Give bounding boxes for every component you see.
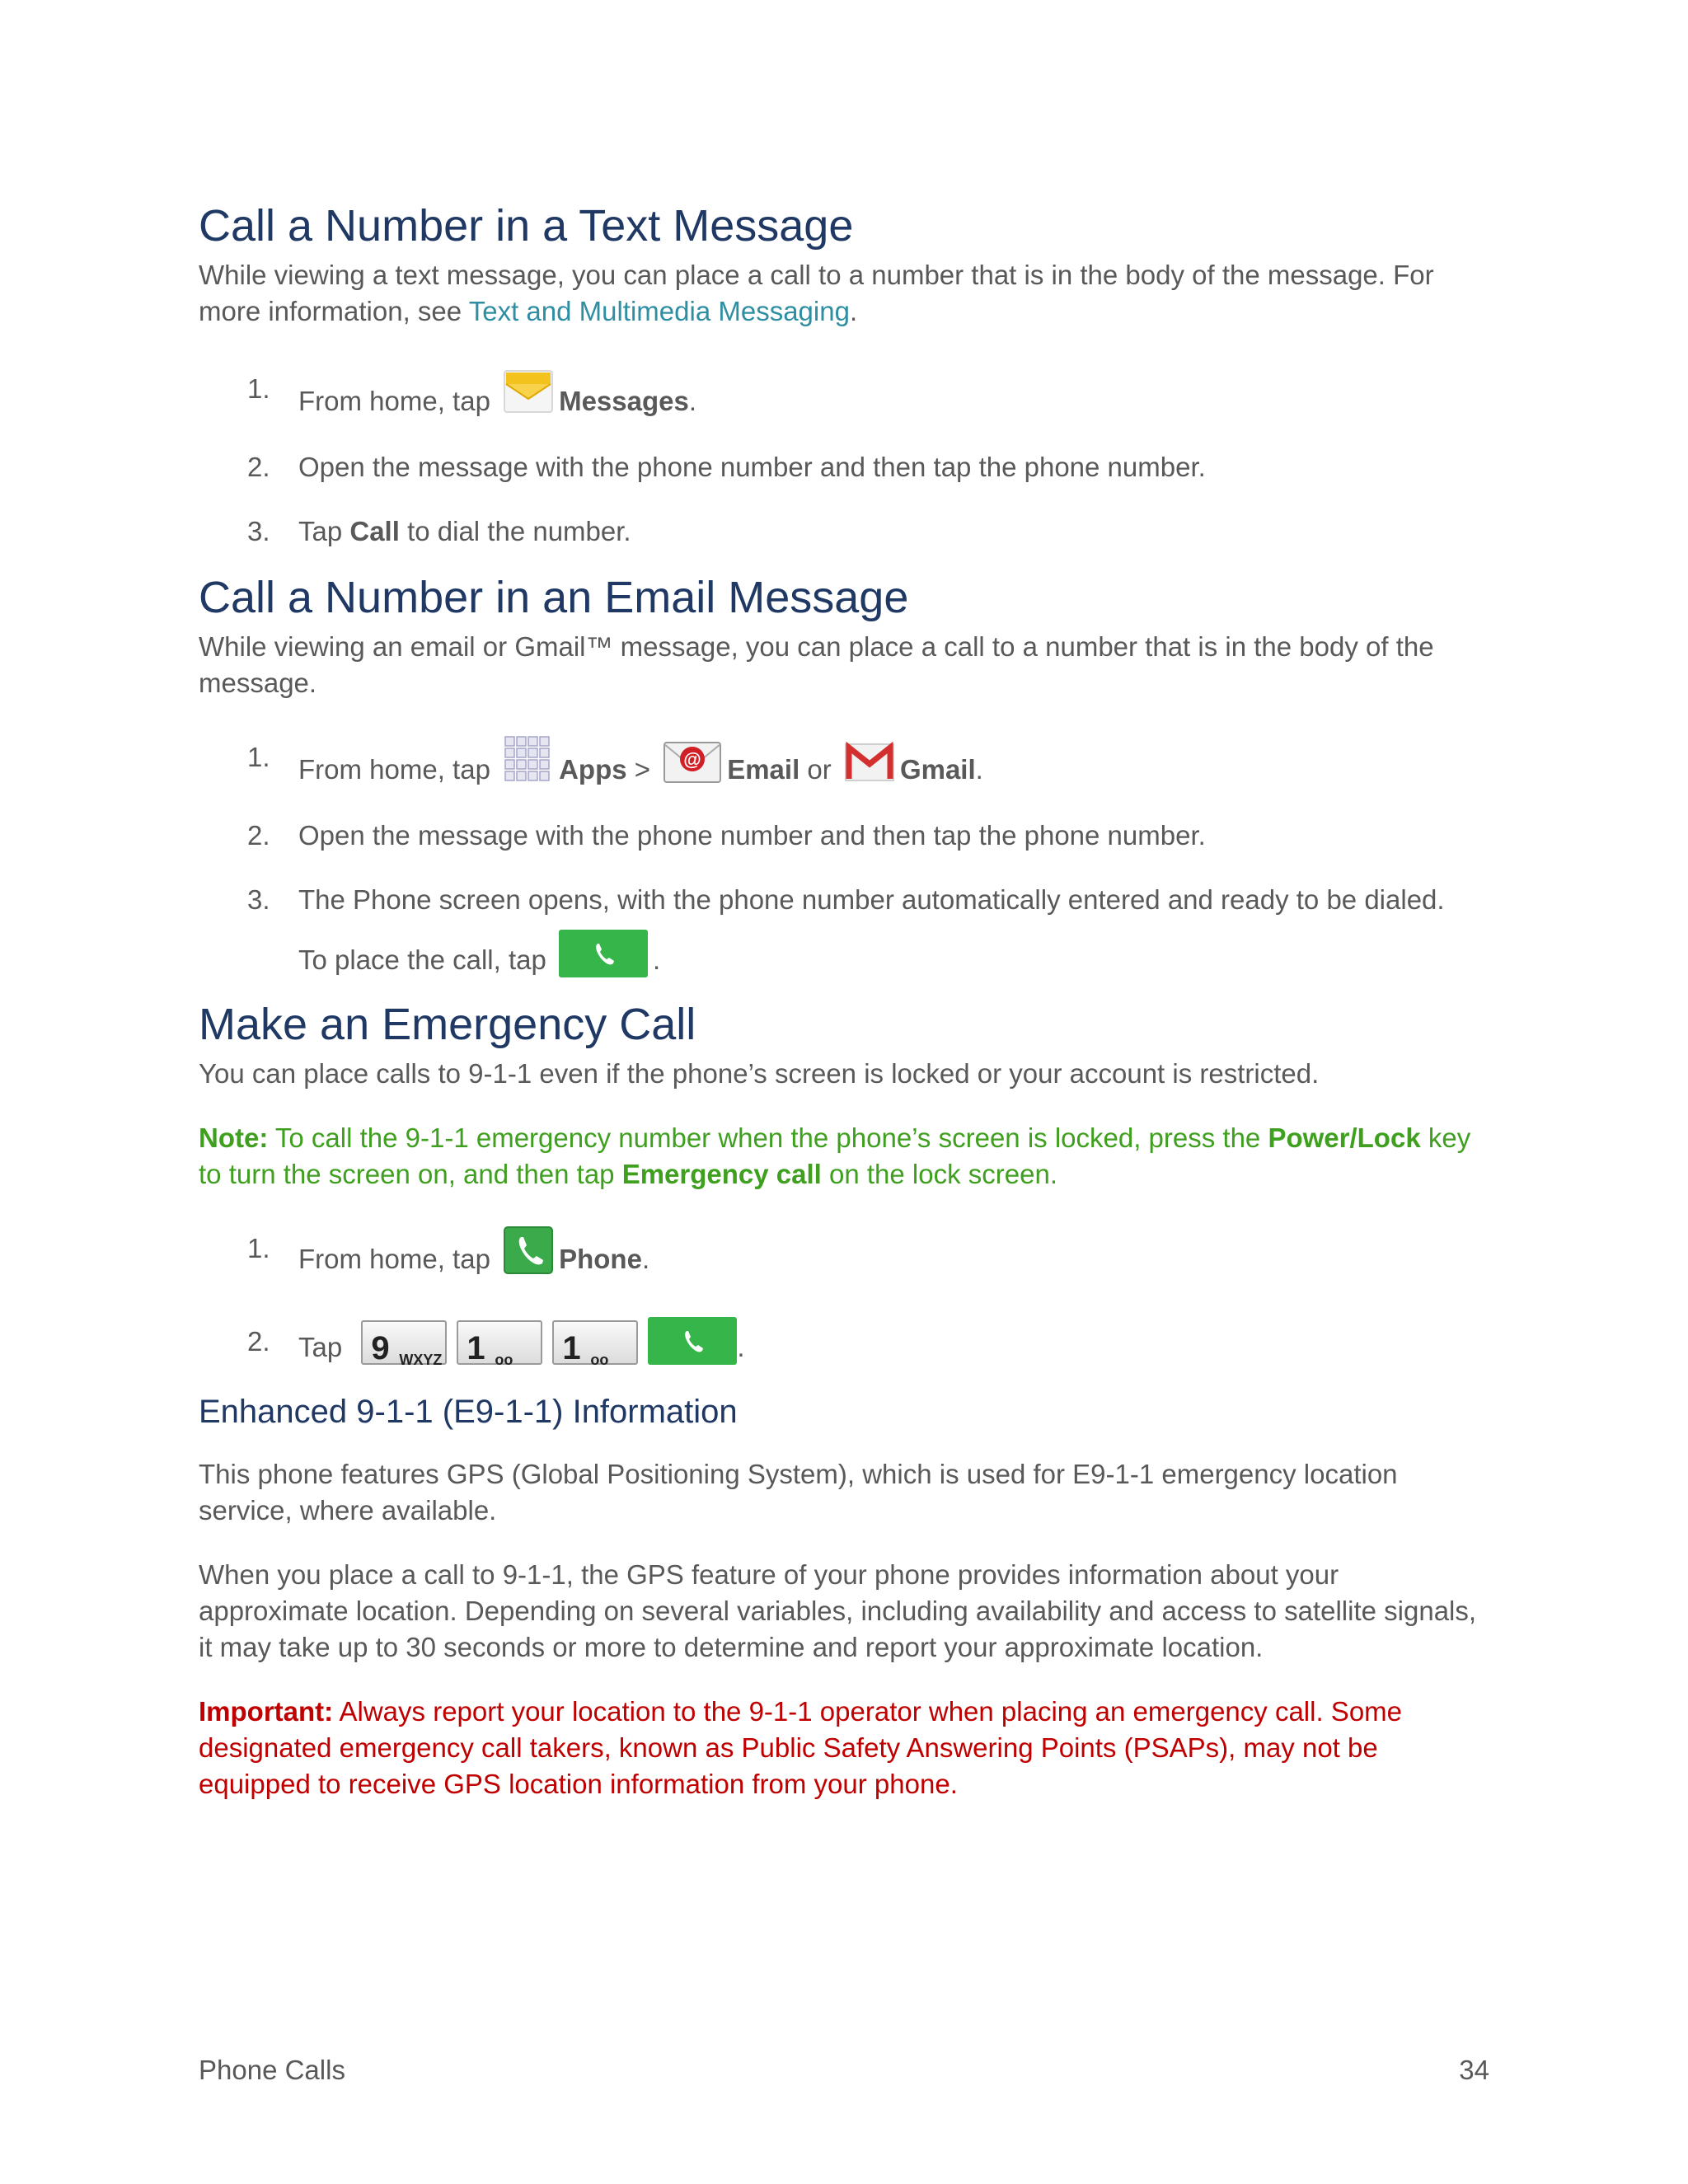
section3-intro: You can place calls to 9-1-1 even if the phone’s screen is locked or your account is restricted. xyxy=(199,1058,1320,1089)
important-paragraph: Important: Always report your location to the 9-1-1 operator when placing an emergency call. Some designated emergency call takers, known as Public Safety Answering Points (PSAPs), may not be equipped to receive GPS location information from your phone. xyxy=(199,1696,1403,1799)
footer-page-number: 34 xyxy=(1459,2055,1489,2085)
section2-intro: While viewing an email or Gmail™ message, you can place a call to a number that is in the body of the message. xyxy=(199,631,1434,698)
section3-steps xyxy=(199,1226,1489,1372)
section2-steps xyxy=(199,734,1489,978)
list-item: 1. From home, tap Phone. xyxy=(199,1226,1489,1289)
svg-text:@: @ xyxy=(683,749,701,770)
page-content xyxy=(199,196,1489,1802)
section4-p2: When you place a call to 9-1-1, the GPS feature of your phone provides information about your approximate location. Depending on several variables, including availability and access to satellite signals, it may take up to 30 seconds or more to determine and report your approximate location. xyxy=(199,1559,1477,1662)
heading-enhanced-911: Enhanced 9-1-1 (E9-1-1) Information xyxy=(199,1394,738,1430)
note-paragraph: Note: To call the 9-1-1 emergency number when the phone’s screen is locked, press the Power/Lock key to turn the screen on, and then tap Emergency call on the lock screen. xyxy=(199,1122,1471,1189)
call-button-icon xyxy=(559,930,648,977)
section4-p1: This phone features GPS (Global Positioning System), which is used for E9-1-1 emergency location service, where available. xyxy=(199,1459,1398,1526)
gmail-icon xyxy=(844,739,895,799)
list-item: 1. From home, tap Messages. xyxy=(199,366,1489,431)
dialpad-key-9: 9 WXYZ xyxy=(361,1320,447,1365)
section1-intro: While viewing a text message, you can place a call to a number that is in the body of the message. For more information, see Text and Multimedia Messaging. xyxy=(199,260,1434,326)
heading-call-number-text-message: Call a Number in a Text Message xyxy=(199,201,854,251)
dialpad-key-1: 1 oo xyxy=(457,1320,542,1365)
footer-section-title: Phone Calls xyxy=(199,2055,345,2085)
list-item: 2. Open the message with the phone number and then tap the phone number. xyxy=(247,452,1206,482)
list-item: 3. Tap Call to dial the number. xyxy=(247,516,631,546)
list-item: 2. Tap 9 WXYZ 1 oo 1 oo . xyxy=(199,1317,1489,1372)
messages-icon xyxy=(503,366,554,431)
email-icon xyxy=(663,739,722,799)
call-button-icon xyxy=(648,1317,737,1365)
dialpad-key-1: 1 oo xyxy=(552,1320,638,1365)
heading-make-emergency-call: Make an Emergency Call xyxy=(199,1000,696,1049)
list-item: 2. Open the message with the phone number and then tap the phone number. xyxy=(247,820,1206,851)
list-item-continuation: To place the call, tap . xyxy=(199,930,1489,978)
list-item: 3. The Phone screen opens, with the phone number automatically entered and ready to be dialed. xyxy=(247,884,1445,915)
link-text-multimedia-messaging[interactable]: Text and Multimedia Messaging xyxy=(468,296,850,326)
phone-icon xyxy=(503,1226,554,1289)
list-item: 1. From home, tap Apps > @ Email or Gmail. xyxy=(199,734,1489,799)
apps-icon xyxy=(503,734,554,799)
section1-steps xyxy=(199,366,1489,550)
heading-call-number-email-message: Call a Number in an Email Message xyxy=(199,573,909,622)
